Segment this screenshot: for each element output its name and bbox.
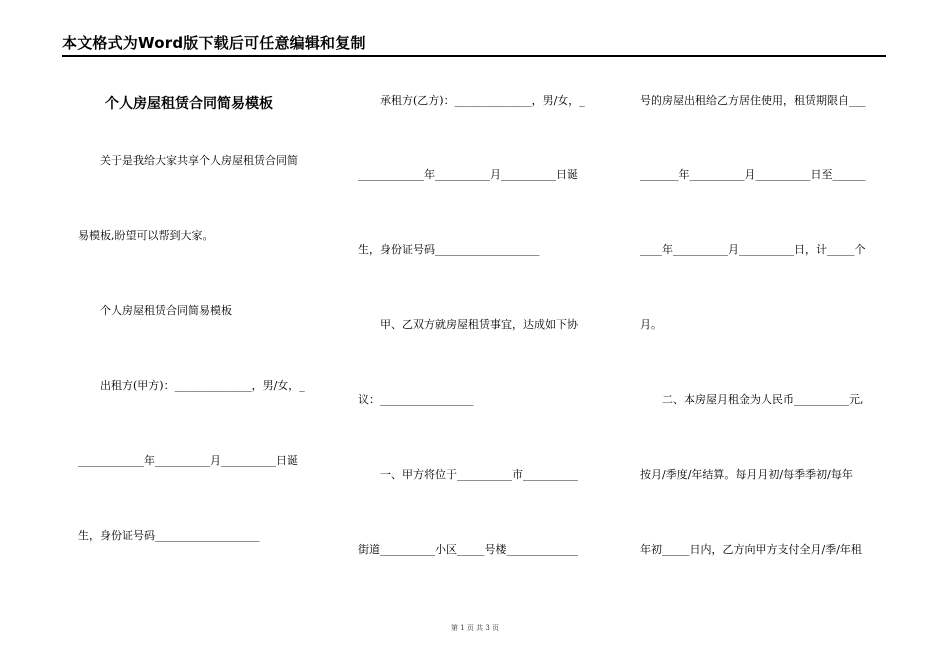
- paragraph-line: 个人房屋租赁合同简易模板: [100, 304, 232, 317]
- document-header: 本文格式为Word版下载后可任意编辑和复制: [62, 32, 886, 57]
- paragraph-line: 按月/季度/年结算。每月月初/每季季初/每年: [640, 468, 853, 481]
- paragraph-line: 号的房屋出租给乙方居住使用，租赁期限自___: [640, 94, 866, 107]
- paragraph-line: 易模板,盼望可以帮到大家。: [78, 229, 214, 242]
- paragraph-line: ____________年__________月__________日诞: [358, 168, 578, 181]
- paragraph-line: ____________年__________月__________日诞: [78, 454, 298, 467]
- paragraph-line: 出租方(甲方)：______________，男/女，_: [100, 379, 305, 392]
- paragraph-line: 承租方(乙方)：______________，男/女，_: [380, 94, 585, 107]
- paragraph-line: ____年__________月__________日，计_____个: [640, 243, 866, 256]
- paragraph-line: 生，身份证号码___________________: [358, 243, 540, 256]
- paragraph-line: 关于是我给大家共享个人房屋租赁合同简: [100, 154, 298, 167]
- paragraph-line: 街道__________小区_____号楼_____________: [358, 543, 578, 556]
- document-title: 个人房屋租赁合同简易模板: [105, 96, 273, 112]
- paragraph-line: 一、甲方将位于__________市__________: [380, 468, 578, 481]
- paragraph-line: 二、本房屋月租金为人民币__________元,: [662, 393, 864, 406]
- paragraph-line: 甲、乙双方就房屋租赁事宜，达成如下协: [380, 318, 578, 331]
- paragraph-line: 生，身份证号码___________________: [78, 529, 260, 542]
- paragraph-line: _______年__________月__________日至______: [640, 168, 866, 181]
- page-number: 第 1 页 共 3 页: [450, 624, 500, 632]
- paragraph-line: 月。: [640, 318, 662, 331]
- paragraph-line: 议：_________________: [358, 393, 474, 406]
- header-rule: [62, 55, 886, 56]
- paragraph-line: 年初_____日内，乙方向甲方支付全月/季/年租: [640, 543, 862, 556]
